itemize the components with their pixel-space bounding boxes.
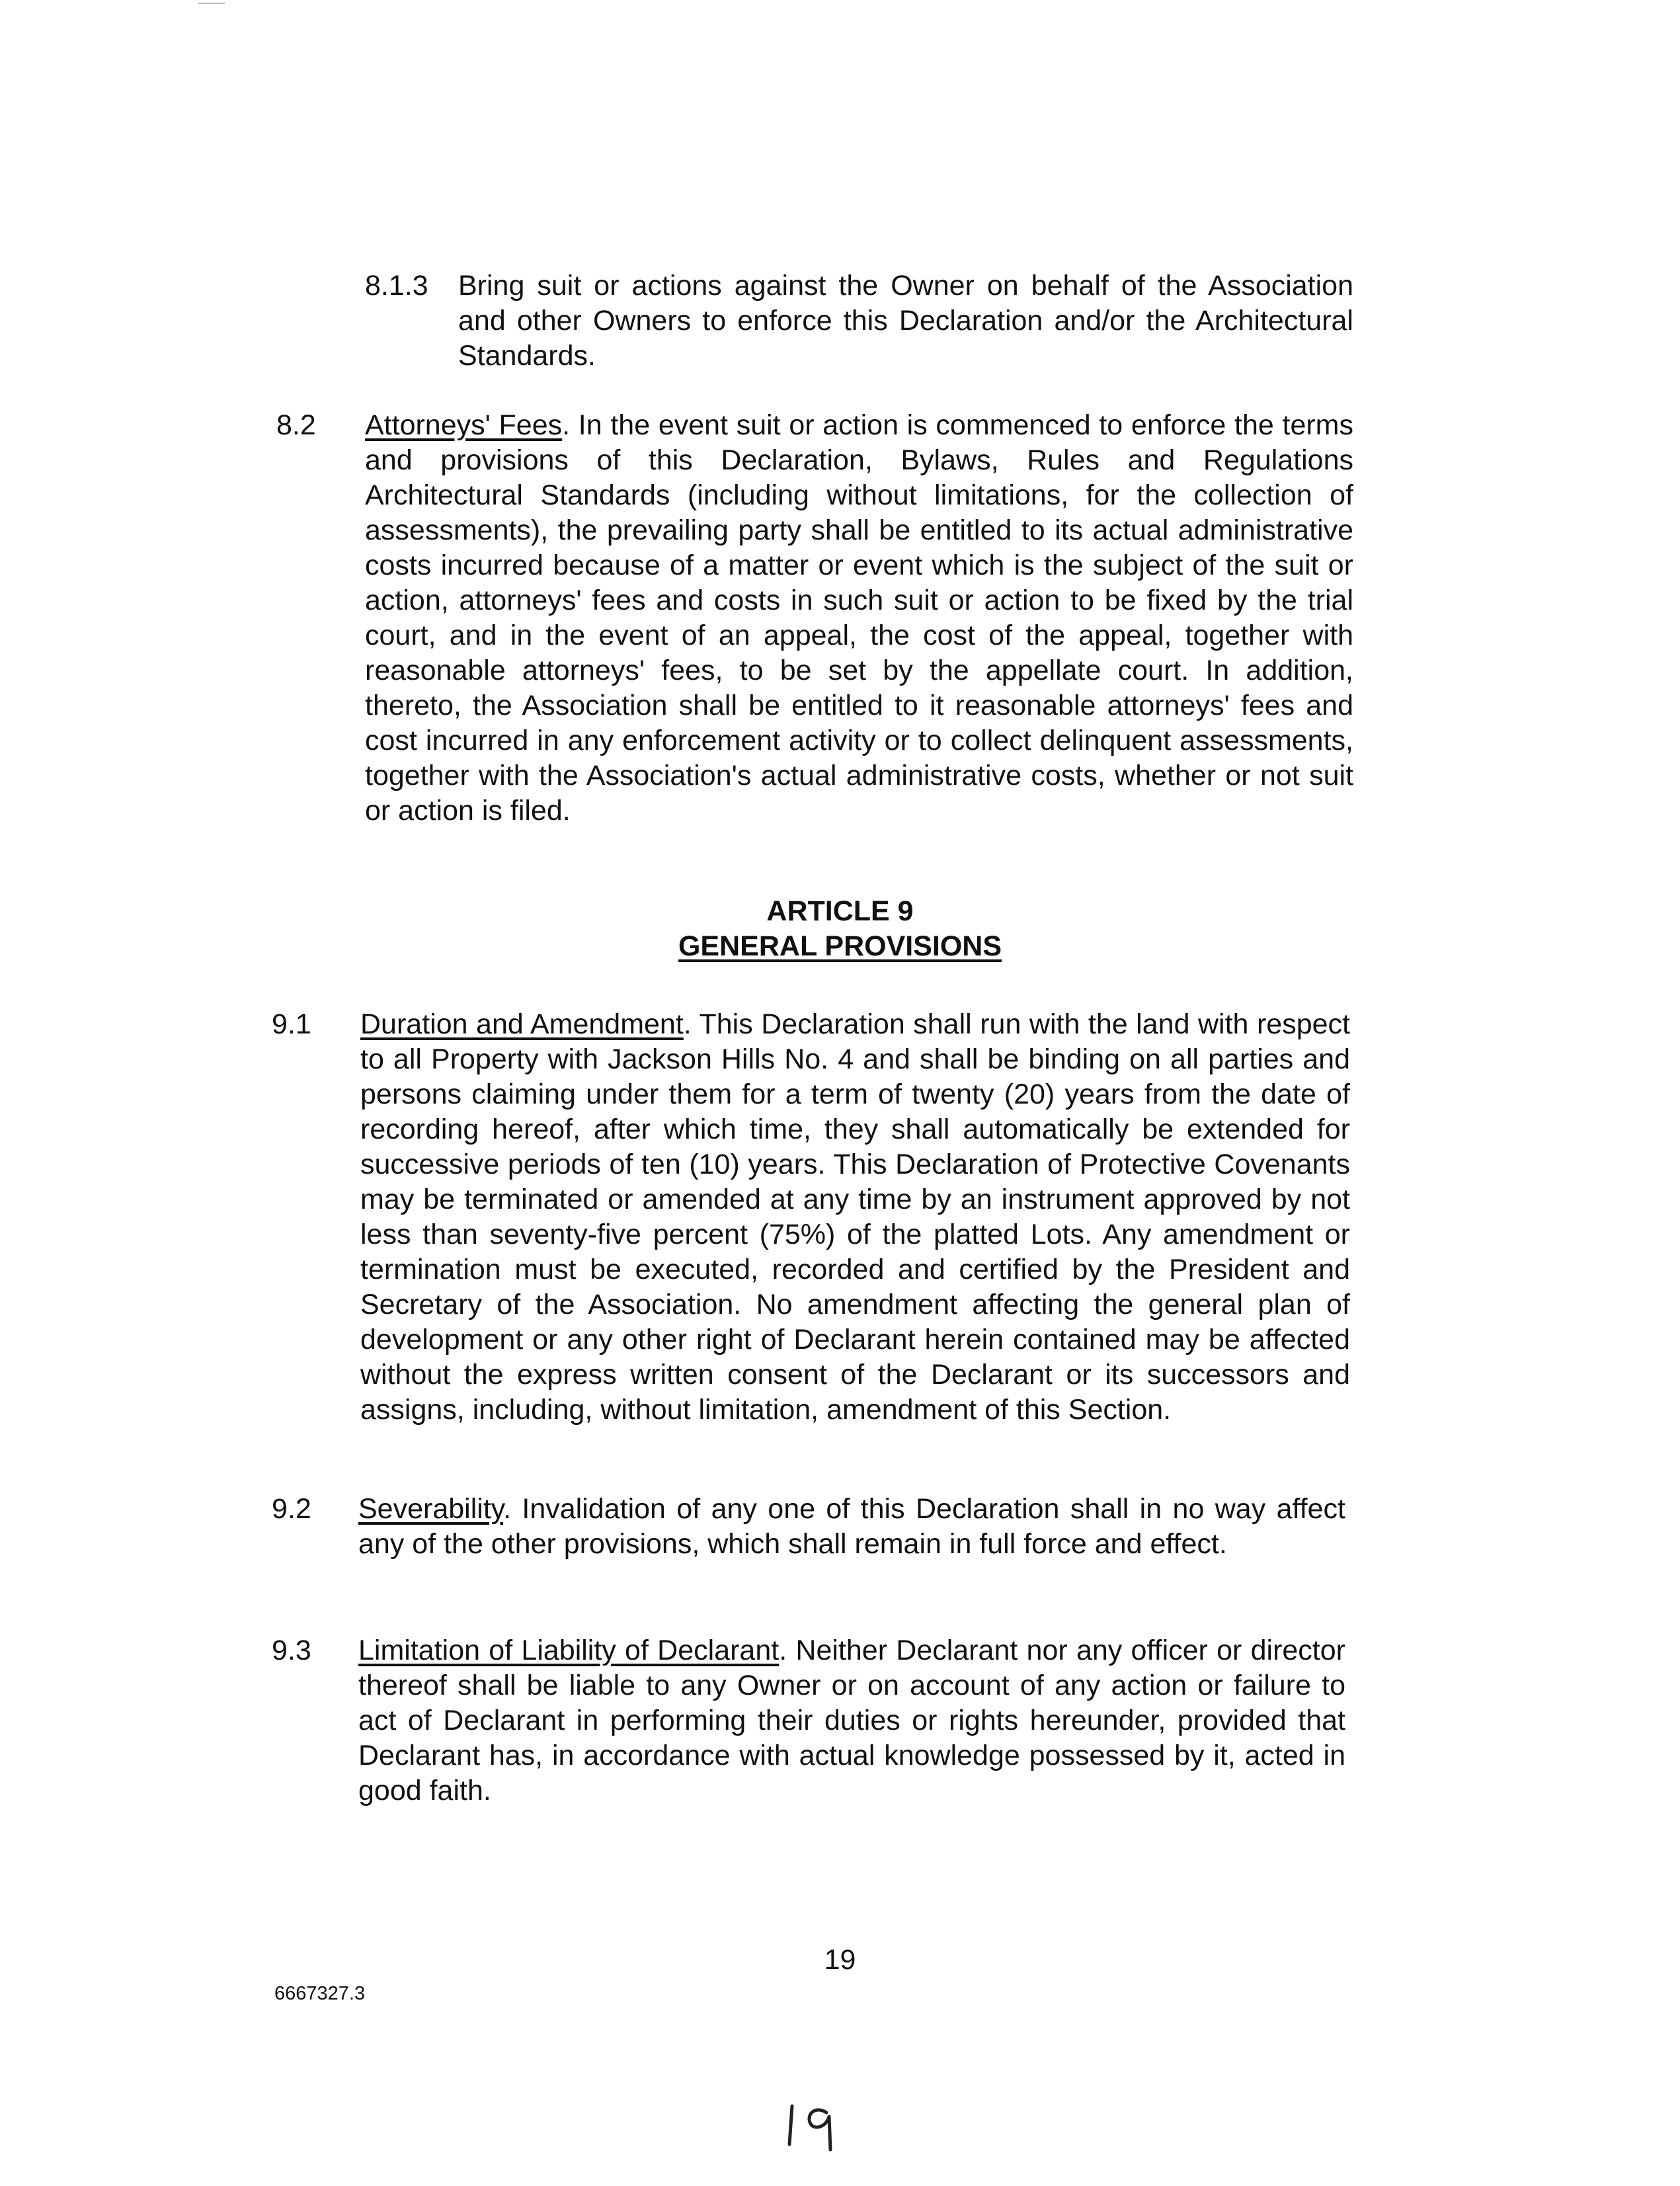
section-number-9-1: 9.1	[272, 1008, 311, 1040]
section-9-1-heading: Duration and Amendment	[360, 1008, 684, 1040]
page-number: 19	[824, 1944, 856, 1976]
section-9-1-body	[360, 1007, 1350, 1428]
document-id: 6667327.3	[274, 1983, 366, 2004]
section-8-2-body	[365, 408, 1353, 829]
section-number-8-1-3: 8.1.3	[365, 270, 428, 302]
section-8-2-text: . In the event suit or action is commenced to enforce the terms and provisions of this Declaration, Bylaws, Rules and Regulations Architectural Standards (including without limitations, for the collection of assessments), the prevailing party shall be entitled to its actual administrative costs incurred because of a matter or event which is the subject of the suit or action, attorneys' fees and costs in such suit or action to be fixed by the trial court, and in the event of an appeal, the cost of the appeal, together with reasonable attorneys' fees, to be set by the appellate court. In addition, thereto, the Association shall be entitled to it reasonable attorneys' fees and cost incurred in any enforcement activity or to collect delinquent assessments, together with the Association's actual administrative costs, whether or not suit or action is filed.	[365, 409, 1353, 827]
section-9-2-heading: Severability	[358, 1493, 504, 1525]
section-number-9-3: 9.3	[272, 1635, 311, 1666]
section-number-8-2: 8.2	[276, 409, 316, 441]
section-9-3-heading: Limitation of Liability of Declarant	[358, 1635, 780, 1666]
article-subtitle: GENERAL PROVISIONS	[678, 930, 1002, 962]
section-number-9-2: 9.2	[272, 1493, 311, 1525]
article-title: ARTICLE 9	[766, 895, 914, 927]
handwritten-page-number	[780, 2093, 860, 2152]
section-9-2-body	[358, 1492, 1345, 1562]
section-9-1-text: . This Declaration shall run with the land with respect to all Property with Jackson Hills No. 4 and shall be binding on all parties and persons claiming under them for a term of twenty (20) years from the date of recording hereof, after which time, they shall automatically be extended for successive periods of ten (10) years. This Declaration of Protective Covenants may be terminated or amended at any time by an instrument approved by not less than seventy-five percent (75%) of the platted Lots. Any amendment or termination must be executed, recorded and certified by the President and Secretary of the Association. No amendment affecting the general plan of development or any other right of Declarant herein contained may be affected without the express written consent of the Declarant or its successors and assigns, including, without limitation, amendment of this Section.	[360, 1008, 1350, 1426]
article-subtitle-wrap	[0, 929, 1680, 964]
section-8-1-3-text: Bring suit or actions against the Owner on behalf of the Association and other Owners to enforce this Declaration and/or the Architectural Standards.	[458, 270, 1353, 372]
section-9-3-text: . Neither Declarant nor any officer or director thereof shall be liable to any Owner or on account of any action or failure to act of Declarant in performing their duties or rights hereunder, provided that Declarant has, in accordance with actual knowledge possessed by it, acted in good faith.	[358, 1635, 1345, 1806]
scan-artifact	[198, 3, 225, 4]
section-8-2-heading: Attorneys' Fees	[365, 409, 563, 441]
section-9-3-body	[358, 1633, 1345, 1808]
section-9-2-text: . Invalidation of any one of this Declaration shall in no way affect any of the other provisions, which shall remain in full force and effect.	[358, 1493, 1345, 1560]
